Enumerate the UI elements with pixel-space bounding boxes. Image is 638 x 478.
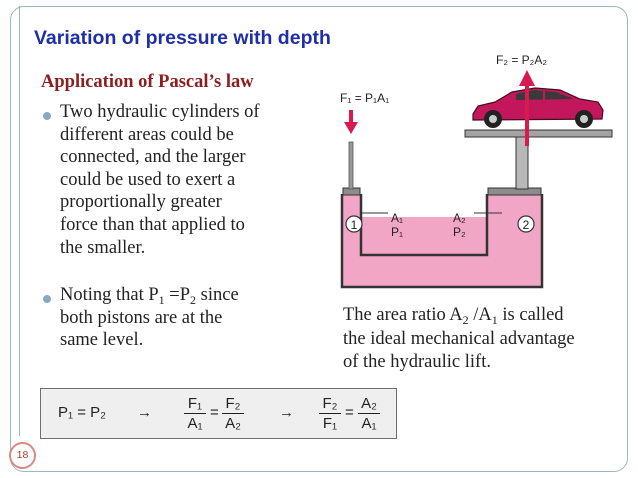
marker-1-label: 1 [350, 218, 358, 232]
bullet-2-line-2: both pistons are at the [60, 307, 223, 328]
subheading: Application of Pascal’s law [41, 72, 254, 92]
fraction-f2-a2 [221, 395, 245, 432]
caption-line-2: the ideal mechanical advantage [343, 328, 575, 349]
arrow-right-icon: → [279, 404, 294, 421]
subscript: 2 [462, 313, 469, 327]
fraction-bar [319, 413, 341, 414]
denominator: A₁ [361, 415, 377, 432]
fraction-bar [184, 413, 206, 414]
equals-sign: = [210, 404, 219, 421]
bullet-2-text: =P [164, 285, 191, 305]
label-p1: P₁ [391, 225, 404, 239]
caption-line-3: of the hydraulic lift. [343, 352, 491, 372]
bullet-1-line: Two hydraulic cylinders of [60, 102, 260, 122]
label-p2: P₂ [453, 225, 466, 239]
denominator: A₂ [225, 415, 241, 432]
subscript: 2 [190, 293, 197, 307]
bullet-2 [60, 284, 305, 352]
small-piston-rod [349, 142, 353, 189]
force-arrow-down-icon [344, 110, 358, 134]
bullet-2-line-3: same level. [60, 330, 144, 351]
page-number-badge: 18 [9, 442, 36, 469]
numerator: A₂ [361, 395, 377, 412]
caption-text: is called [497, 305, 564, 325]
caption [343, 304, 628, 375]
fraction-f2-f1 [318, 395, 342, 432]
denominator: A₁ [187, 415, 203, 432]
subscript: 1 [491, 313, 498, 327]
bullet-2-line-1 [60, 284, 305, 307]
bullet-2-text: since [196, 285, 239, 305]
bullet-1-line: could be used to exert a [60, 169, 236, 190]
bullet-1-line: force than that applied to [60, 214, 245, 235]
fraction-a2-a1 [357, 395, 381, 432]
formula-box [40, 388, 397, 439]
numerator: F₂ [322, 395, 338, 412]
bullet-1-line: different areas could be [60, 124, 234, 145]
fraction-bar [358, 413, 380, 414]
lift-platform [465, 130, 612, 137]
equals-sign: = [345, 404, 354, 421]
formula-pressure-equality: P₁ = P₂ [58, 404, 106, 421]
bullet-marker [43, 112, 51, 120]
caption-line-1 [343, 304, 628, 328]
marker-2-label: 2 [522, 218, 530, 232]
caption-text: /A [468, 305, 492, 325]
arrow-right-icon: → [137, 404, 152, 421]
denominator: F₁ [322, 415, 338, 432]
large-piston [488, 188, 541, 195]
label-a1: A₁ [391, 211, 404, 225]
bullet-1-line: proportionally greater [60, 192, 222, 213]
bullet-2-text: Noting that P [60, 285, 159, 305]
numerator: F₂ [225, 395, 241, 412]
label-f1: F₁ = P₁A₁ [340, 91, 390, 105]
fraction-f1-a1 [183, 395, 207, 432]
label-a2: A₂ [453, 211, 466, 225]
hydraulic-fluid [342, 194, 542, 287]
fraction-bar [222, 413, 244, 414]
hydraulic-lift-diagram [330, 52, 615, 292]
subscript: 1 [158, 293, 165, 307]
slide-title: Variation of pressure with depth [34, 27, 331, 49]
car-image [473, 88, 603, 128]
bullet-1-line: the smaller. [60, 237, 146, 258]
label-f2: F₂ = P₂A₂ [496, 53, 547, 67]
left-divider [19, 6, 20, 436]
bullet-marker [43, 295, 51, 303]
bullet-1 [60, 101, 305, 259]
numerator: F₁ [187, 395, 203, 412]
caption-text: The area ratio A [343, 305, 463, 325]
bullet-1-line: connected, and the larger [60, 147, 246, 168]
